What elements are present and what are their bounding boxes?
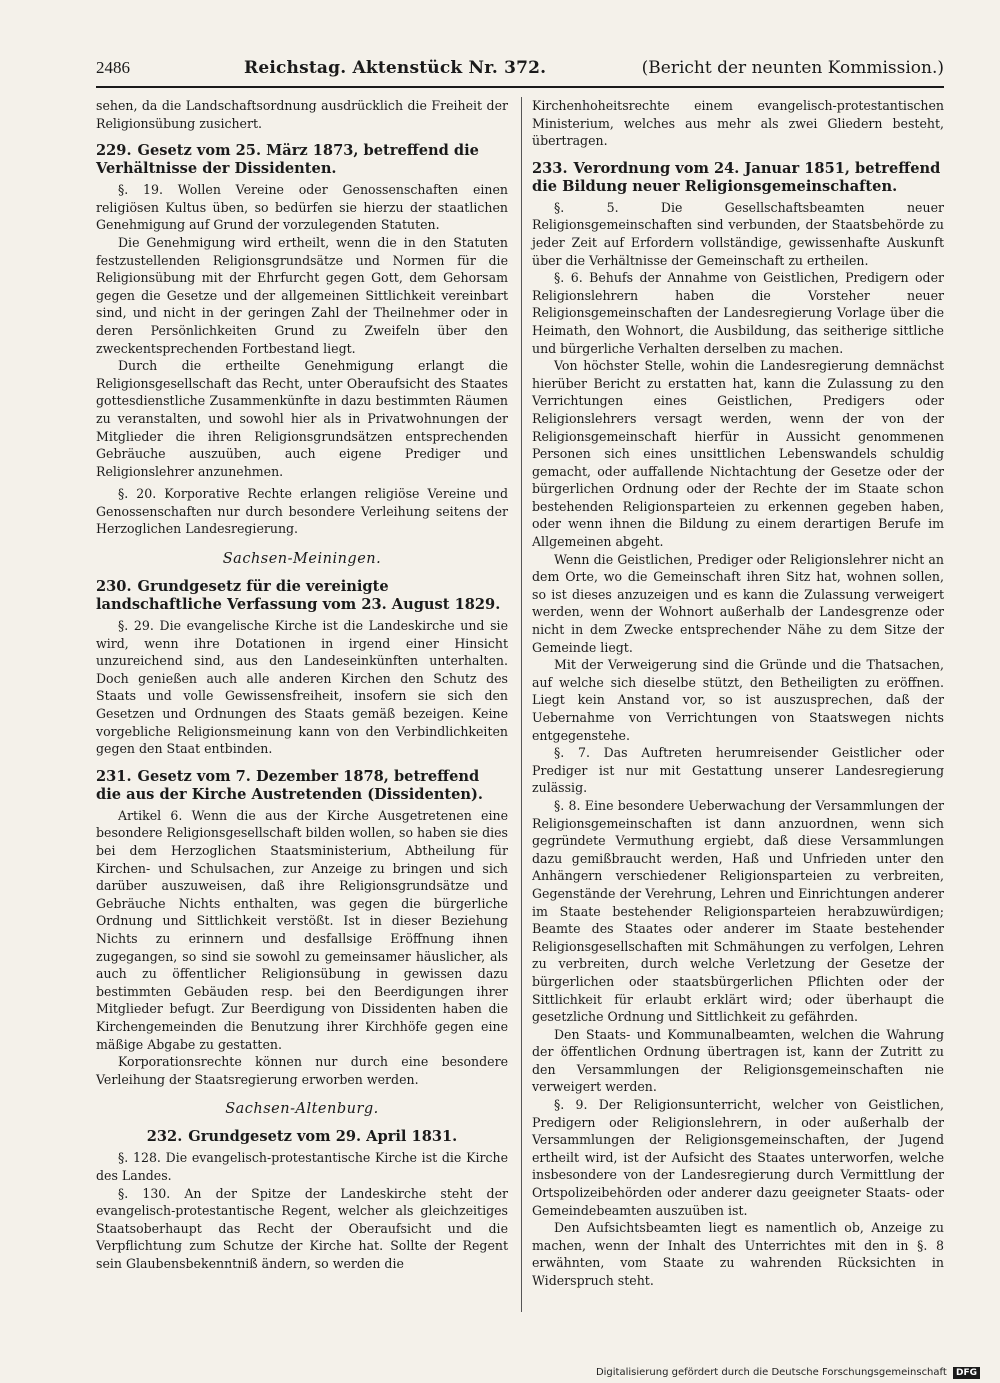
- page-number: 2486: [96, 58, 130, 77]
- state-heading-altenburg: Sachsen-Altenburg.: [225, 1101, 379, 1118]
- paragraph: §. 19. Wollen Vereine oder Genossenschaften einen religiösen Kultus üben, so bedürfen sie hierzu der staatlichen Genehmigung auf Grund der vorzulegenden Statuten.: [96, 182, 508, 233]
- state-heading-meiningen: Sachsen-Meiningen.: [222, 551, 382, 568]
- page-header: [96, 58, 944, 82]
- section-number: 233.: [532, 159, 568, 177]
- section-number: 229.: [96, 142, 132, 160]
- section-number: 231.: [96, 767, 132, 785]
- paragraph: §. 6. Behufs der Annahme von Geistlichen, Predigern oder Religionslehrern haben die Vorsteher neuer Religionsgemeinschaften der Landesregierung Vorlage über die Heimath, den Wohnort, die Ausbildung, das seitherige sittliche und bürgerliche Verhalten derselben zu machen.: [532, 270, 944, 356]
- section-title: Grundgesetz vom 29. April 1831.: [188, 1128, 458, 1146]
- header-rule: [96, 86, 944, 88]
- paragraph: Den Staats- und Kommunalbeamten, welchen die Wahrung der öffentlichen Ordnung übertragen ist, kann der Zutritt zu den Versammlungen der Religionsgemeinschaften nie verweigert werden.: [532, 1026, 944, 1095]
- paragraph: Von höchster Stelle, wohin die Landesregierung demnächst hierüber Bericht zu erstatten hat, kann die Zulassung zu den Verrichtungen eines Geistlichen, Predigers oder Religionslehrers versagt werden, wenn der von der Religionsgemeinschaft hierfür in Aussicht genommenen Personen sich eines unsittlichen Lebenswandels schuldig gemacht, oder auffallende Nichtachtung der Gesetze oder der bürgerlichen Ordnung oder der Rechte der im Staate schon bestehenden Religionsparteien zu erkennen gegeben haben, oder wenn ihnen die Bildung zu einem derartigen Berufe im Allgemeinen abgeht.: [532, 358, 944, 550]
- section-heading-233: [532, 160, 944, 196]
- paragraph: §. 20. Korporative Rechte erlangen religiöse Vereine und Genossenschaften nur durch besondere Verleihung seitens der Herzoglichen Landesregierung.: [96, 486, 508, 537]
- paragraph: Durch die ertheilte Genehmigung erlangt die Religionsgesellschaft das Recht, unter Oberaufsicht des Staates gottesdienstliche Zusammenkünfte in dazu bestimmten Räumen zu veranstalten, und sowohl hier als in Privatwohnungen der Mitglieder die ihren Religionsgrundsätzen entsprechenden Gebräuche auszuüben, auch eigene Prediger und Religionslehrer anzunehmen.: [96, 358, 508, 479]
- paragraph: Mit der Verweigerung sind die Gründe und die Thatsachen, auf welche sich dieselbe stützt, den Betheiligten zu eröffnen. Liegt kein Anstand vor, so ist auszusprechen, daß der Uebernahme von Verrichtungen von Staatswegen nichts entgegenstehe.: [532, 657, 944, 743]
- header-subtitle: (Bericht der neunten Kommission.): [641, 58, 944, 78]
- paragraph: Den Aufsichtsbeamten liegt es namentlich ob, Anzeige zu machen, wenn der Inhalt des Unterrichtes mit den in §. 8 erwähnten, vom Staate zu wahrenden Rücksichten in Widerspruch steht.: [532, 1220, 944, 1288]
- section-heading-231: [96, 768, 508, 804]
- section-heading-229: [96, 142, 508, 178]
- right-column: [532, 97, 944, 1290]
- paragraph: §. 8. Eine besondere Ueberwachung der Versammlungen der Religionsgemeinschaften ist dann anzuordnen, wenn sich gegründete Vermuthung ergiebt, daß diese Versammlungen dazu gemißbraucht werden, Haß und Unfrieden unter den Anhängern verschiedener Religionsparteien zu verbreiten, Gegenstände der Verehrung, Lehren und Einrichtungen anderer im Staate bestehender Religionsparteien herabzuwürdigen; Beamte des Staates oder anderer im Staate bestehender Religionsgesellschaften mit Schmähungen zu verfolgen, Lehren zu verbreiten, durch welche Verletzung der Gesetze der bürgerlichen oder staatsbürgerlichen Pflichten oder der Sittlichkeit für erlaubt erklärt wird; oder überhaupt die gesetzliche Ordnung und Sittlichkeit zu gefährden.: [532, 797, 944, 1025]
- section-title: Grundgesetz für die vereinigte landschaftliche Verfassung vom 23. August 1829.: [96, 578, 501, 614]
- paragraph: §. 128. Die evangelisch-protestantische Kirche ist die Kirche des Landes.: [96, 1150, 508, 1183]
- paragraph: Kirchenhoheitsrechte einem evangelisch-protestantischen Ministerium, welches aus mehr als zwei Gliedern besteht, übertragen.: [532, 98, 944, 149]
- column-divider: [521, 97, 522, 1312]
- dfg-logo: DFG: [953, 1367, 980, 1379]
- left-column: [96, 97, 508, 1272]
- paragraph: §. 130. An der Spitze der Landeskirche steht der evangelisch-protestantische Regent, welcher als gleichzeitiges Staatsoberhaupt das Recht der Oberaufsicht und die Verpflichtung zum Schutze der Kirche hat. Sollte der Regent sein Glaubensbekenntniß ändern, so werden die: [96, 1185, 508, 1271]
- section-title: Gesetz vom 7. Dezember 1878, betreffend die aus der Kirche Austretenden (Dissidenten).: [96, 767, 483, 803]
- paragraph: Artikel 6. Wenn die aus der Kirche Ausgetretenen eine besondere Religionsgesellschaft bilden wollen, so haben sie dies bei dem Herzoglichen Staatsministerium, Abtheilung für Kirchen- und Schulsachen, zur Anzeige zu bringen und sich darüber auszuweisen, daß ihre Religionsgrundsätze und Gebräuche Nichts enthalten, was gegen die bürgerliche Ordnung und Sittlichkeit verstößt. Ist in dieser Beziehung Nichts zu erinnern und desfallsige Eröffnung ihnen zugegangen, so sind sie sowohl zu gemeinsamer häuslicher, als auch zu öffentlicher Religionsübung in gewissen dazu bestimmten Gebäuden resp. bei den Beerdigungen ihrer Mitglieder befugt. Zur Beerdigung von Dissidenten haben die Kirchengemeinden die Benutzung ihrer Kirchhöfe gegen eine mäßige Abgabe zu gestatten.: [96, 807, 508, 1052]
- paragraph: Die Genehmigung wird ertheilt, wenn die in den Statuten festzustellenden Religionsgrundsätze und Normen für die Religionsübung mit der Ehrfurcht gegen Gott, dem Gehorsam gegen die Gesetze und der allgemeinen Sittlichkeit vereinbart sind, und nicht in der geringen Zahl der Theilnehmer oder in deren Persönlichkeiten Grund zu Zweifeln über den zweckentsprechenden Fortbestand liegt.: [96, 234, 508, 356]
- section-heading-230: [96, 578, 508, 614]
- section-number: 232.: [146, 1128, 183, 1146]
- paragraph: §. 29. Die evangelische Kirche ist die Landeskirche und sie wird, wenn ihre Dotationen in irgend einer Hinsicht unzureichend sind, aus den Landeseinkünften unterhalten. Doch genießen auch alle anderen Kirchen den Schutz des Staats und volle Gewissensfreiheit, insofern sie sich den Gesetzen und Ordnungen des Staats gemäß bezeigen. Keine vorgebliche Religionsmeinung kann von den Verbindlichkeiten gegen den Staat entbinden.: [96, 618, 508, 757]
- paragraph: §. 5. Die Gesellschaftsbeamten neuer Religionsgemeinschaften sind verbunden, der Staatsbehörde zu jeder Zeit auf Erfordern vollständige, gewissenhafte Auskunft über die Verhältnisse der Gemeinschaft zu ertheilen.: [532, 199, 944, 268]
- section-title: Gesetz vom 25. März 1873, betreffend die Verhältnisse der Dissidenten.: [96, 142, 479, 178]
- paragraph: §. 9. Der Religionsunterricht, welcher von Geistlichen, Predigern oder Religionslehrern, in oder außerhalb der Versammlungen der Religionsgemeinschaften, der Jugend ertheilt wird, ist der Aufsicht des Staates unterworfen, welche insbesondere von der Landesregierung durch Vermittlung der Ortspolizeibehörden oder anderer dazu geeigneter Staats- oder Gemeindebeamten auszuüben ist.: [532, 1097, 944, 1218]
- paragraph: §. 7. Das Auftreten herumreisender Geistlicher oder Prediger ist nur mit Gestattung unserer Landesregierung zulässig.: [532, 745, 944, 796]
- digitization-footer: [596, 1367, 980, 1379]
- section-number: 230.: [96, 578, 132, 596]
- section-title: Verordnung vom 24. Januar 1851, betreffend die Bildung neuer Religionsgemeinschaften.: [532, 159, 941, 195]
- paragraph: sehen, da die Landschaftsordnung ausdrücklich die Freiheit der Religionsübung zusichert.: [96, 98, 508, 131]
- section-heading-232: [96, 1128, 508, 1146]
- paragraph: Wenn die Geistlichen, Prediger oder Religionslehrer nicht an dem Orte, wo die Gemeinschaft ihren Sitz hat, wohnen sollen, so ist dieses anzuzeigen und es kann die Zulassung verweigert werden, wenn der Wohnort außerhalb der Landesgrenze oder nicht in dem Zwecke entsprechender Nähe zu dem Sitze der Gemeinde liegt.: [532, 551, 944, 655]
- footer-text: Digitalisierung gefördert durch die Deutsche Forschungsgemeinschaft: [595, 1367, 947, 1378]
- header-title: Reichstag. Aktenstück Nr. 372.: [244, 58, 547, 78]
- paragraph: Korporationsrechte können nur durch eine besondere Verleihung der Staatsregierung erworben werden.: [96, 1054, 508, 1087]
